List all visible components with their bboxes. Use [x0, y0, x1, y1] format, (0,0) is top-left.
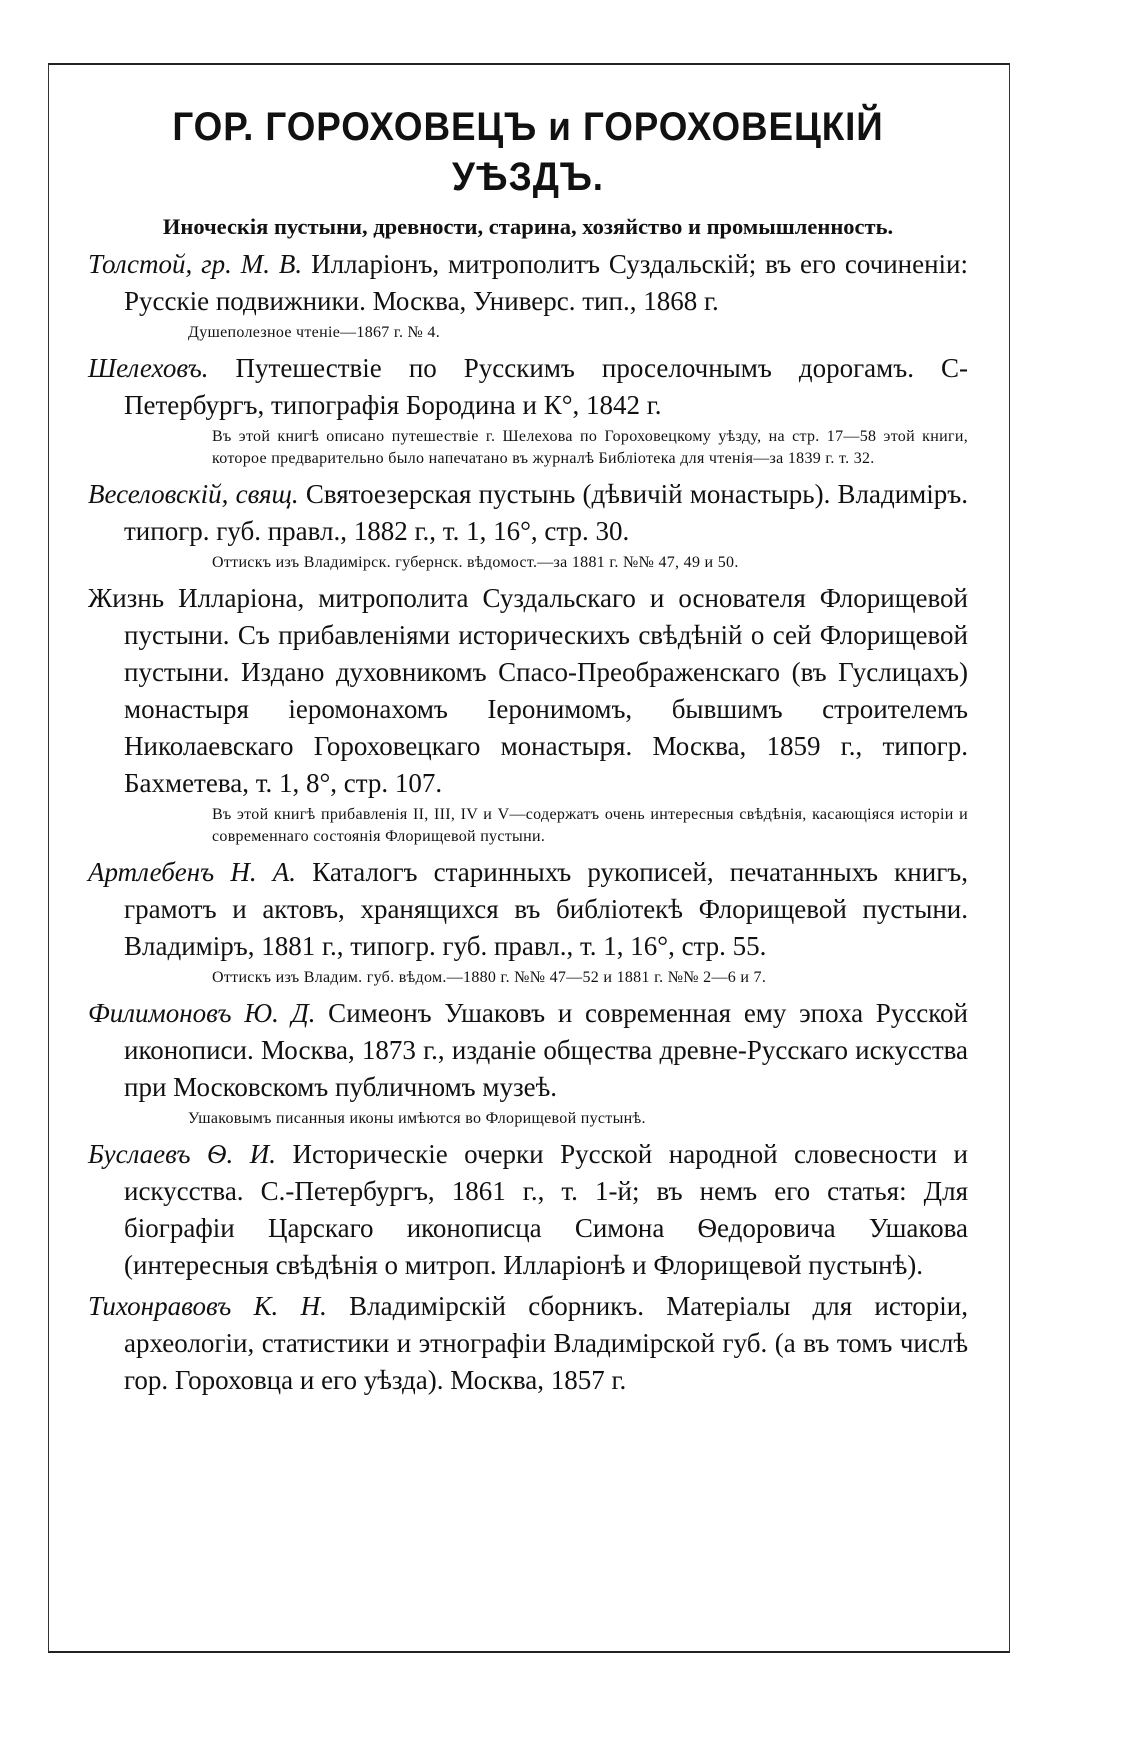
page-subtitle: Иноческія пустыни, древности, старина, хозяйство и промышленность.: [162, 214, 894, 239]
entry-text: Жизнь Илларіона, митрополита Суздальскаго и основателя Флорищевой пустыни. Съ прибавленіями историческихъ свѣдѣній о сей Флорищевой пустыни. Издано духовникомъ Спасо-Преображенскаго (въ Гуслицахъ) монастыря іеромонахомъ Іеронимомъ, бывшимъ строителемъ Николаевскаго Гороховецкаго монастыря. Москва, 1859 г., типогр. Бахметева, т. 1, 8°, стр. 107.: [88, 583, 968, 798]
entry-author: Веселовскій, свящ.: [88, 479, 299, 509]
entry-author: Толстой, гр. М. В.: [88, 249, 303, 279]
bibliography-entry: [88, 1136, 968, 1284]
entry-text: Святоезерская пустынь (дѣвичій монастырь). Владиміръ. типогр. губ. правл., 1882 г., т. 1, 16°, стр. 30.: [124, 479, 968, 546]
entry-author: Тихонравовъ К. Н.: [88, 1291, 327, 1321]
entry-text: Путешествіе по Русскимъ проселочнымъ дорогамъ. С-Петербургъ, типографія Бородина и К°, 1842 г.: [124, 353, 968, 420]
entry-note: Оттискъ изъ Владим. губ. вѣдом.—1880 г. №№ 47—52 и 1881 г. №№ 2—6 и 7.: [212, 969, 767, 986]
entry-text: Историческіе очерки Русской народной словесности и искусства. С.-Петербургъ, 1861 г., т. 1-й; въ немъ его статья: Для біографіи Царскаго иконописца Симона Ѳедоровича Ушакова (интересныя свѣдѣнія о митроп. Илларіонѣ и Флорищевой пустынѣ).: [124, 1139, 968, 1280]
entry-note: Въ этой книгѣ прибавленія II, III, IV и V—содержатъ очень интересныя свѣдѣнія, касающіяся исторіи и современнаго состоянія Флорищевой пустыни.: [212, 806, 968, 845]
entry-text: Илларіонъ, митрополитъ Суздальскій; въ его сочиненіи: Русскіе подвижники. Москва, Универс. тип., 1868 г.: [124, 249, 968, 316]
page-title: ГОР. ГОРОХОВЕЦЪ и ГОРОХОВЕЦКІЙ УѢЗДЪ.: [172, 105, 884, 199]
entry-text: Симеонъ Ушаковъ и современная ему эпоха Русской иконописи. Москва, 1873 г., изданіе общества древне-Русскаго искусства при Московскомъ публичномъ музеѣ.: [124, 998, 968, 1102]
entry-author: Шелеховъ.: [88, 353, 209, 383]
bibliography-entry: [88, 1288, 968, 1399]
entry-text: Владимірскій сборникъ. Матеріалы для исторіи, археологіи, статистики и этнографіи Владимірской губ. (а въ томъ числѣ гор. Гороховца и его уѣзда). Москва, 1857 г.: [124, 1291, 968, 1395]
entry-note: Ушаковымъ писанныя иконы имѣются во Флорищевой пустынѣ.: [188, 1110, 646, 1127]
entry-note: Въ этой книгѣ описано путешествіе г. Шелехова по Гороховецкому уѣзду, на стр. 17—58 этой книги, которое предварительно было напечатано въ журналѣ Библіотека для чтенія—за 1839 г. т. 32.: [212, 428, 968, 467]
bibliography-entry: [88, 580, 968, 848]
bibliography-entry: [88, 246, 968, 344]
entry-author: Артлебенъ Н. А.: [88, 857, 297, 887]
bibliography-entry: [88, 854, 968, 989]
entry-note: Оттискъ изъ Владимірск. губернск. вѣдомост.—за 1881 г. №№ 47, 49 и 50.: [212, 554, 739, 571]
page-content: [88, 102, 968, 1399]
entry-author: Буслаевъ Ѳ. И.: [88, 1139, 276, 1169]
entry-author: Филимоновъ Ю. Д.: [88, 998, 316, 1028]
entry-text: Каталогъ старинныхъ рукописей, печатанныхъ книгъ, грамотъ и актовъ, хранящихся въ библіотекѣ Флорищевой пустыни. Владиміръ, 1881 г., типогр. губ. правл., т. 1, 16°, стр. 55.: [124, 857, 968, 961]
bibliography-entry: [88, 350, 968, 470]
entry-note: Душеполезное чтеніе—1867 г. № 4.: [188, 324, 441, 341]
bibliography-entry: [88, 476, 968, 574]
bibliography-entry: [88, 995, 968, 1130]
